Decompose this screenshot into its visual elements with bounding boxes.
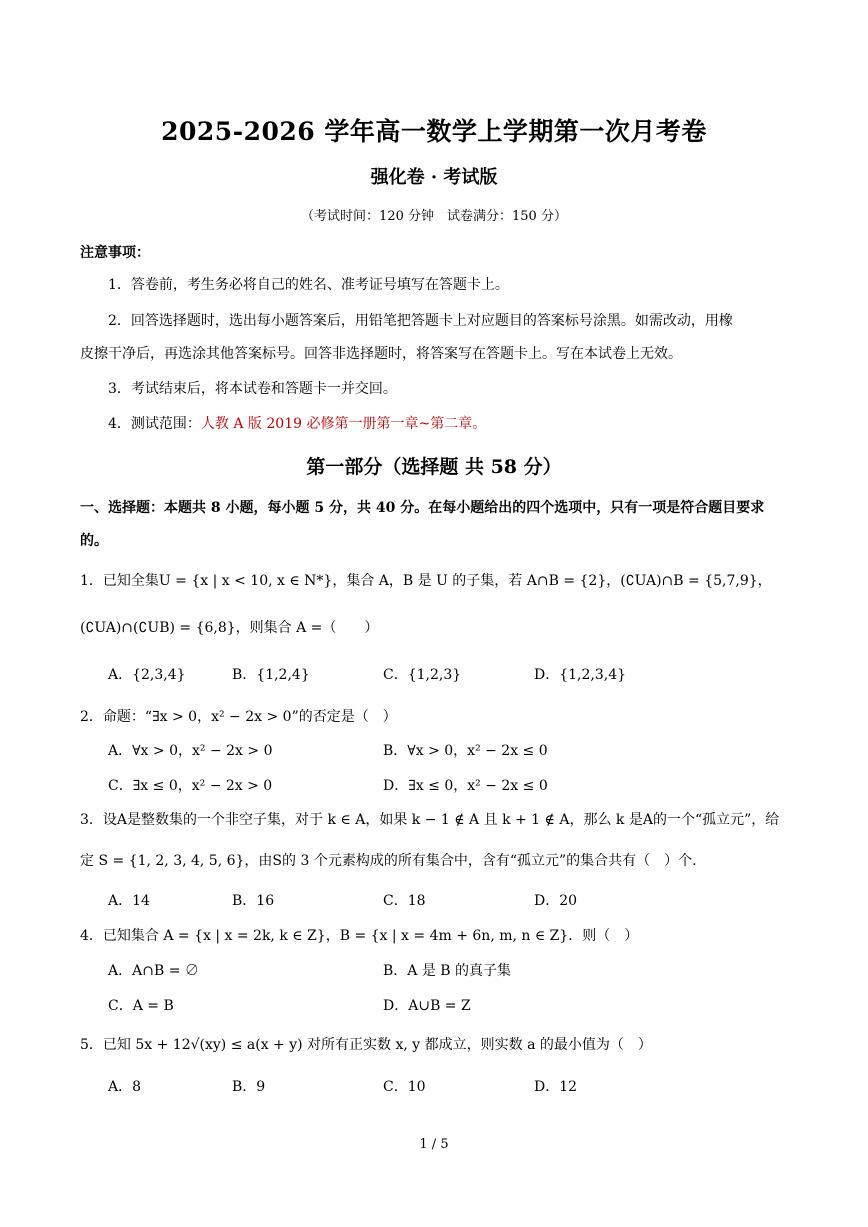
question-4-stem: 4．已知集合 A = {x | x = 2k, k ∈ Z}，B = {x | x = 4m + 6n, m, n ∈ Z}．则（ ） [80, 928, 639, 944]
question-4-option-d: D．A∪B = Z [383, 998, 471, 1014]
question-5-option-b: B．9 [232, 1079, 266, 1095]
notice-heading: 注意事项： [80, 245, 150, 261]
question-1-stem-line-2: (∁UA)∩(∁UB) = {6,8}，则集合 A =（ ） [80, 620, 379, 636]
question-1-option-c: C．{1,2,3} [383, 667, 462, 683]
part-one-title: 第一部分（选择题 共 58 分） [306, 456, 562, 478]
question-2-option-a: A．∀x > 0，x² − 2x > 0 [108, 743, 273, 759]
question-3-option-c: C．18 [383, 893, 426, 909]
question-4-option-a: A．A∩B = ∅ [108, 963, 199, 979]
test-range: 人教 A 版 2019 必修第一册第一章~第二章。 [200, 416, 487, 432]
question-2-option-b: B．∀x > 0，x² − 2x ≤ 0 [383, 743, 548, 759]
notice-item-4 [108, 412, 486, 436]
notice-item-2-line-2: 皮擦干净后，再选涂其他答案标号。回答非选择题时，将答案写在答题卡上。写在本试卷上无效。 [80, 346, 682, 362]
question-3-stem-line-1: 3．设A是整数集的一个非空子集，对于 k ∈ A，如果 k − 1 ∉ A 且 k + 1 ∉ A，那么 k 是A的一个“孤立元”，给 [80, 812, 780, 828]
question-2-stem: 2．命题：“∃x > 0，x² − 2x > 0”的否定是（ ） [80, 709, 397, 725]
page-number: 1 / 5 [419, 1137, 449, 1152]
notice-item-4-prefix: 4．测试范围： [108, 416, 201, 432]
question-3-option-a: A．14 [108, 893, 150, 909]
question-3-stem-line-2: 定 S = {1, 2, 3, 4, 5, 6}，由S的 3 个元素构成的所有集合中，含有“孤立元”的集合共有（ ）个. [80, 853, 697, 869]
question-4-option-c: C．A = B [108, 998, 174, 1014]
question-5-option-d: D．12 [534, 1079, 578, 1095]
question-1-option-b: B．{1,2,4} [232, 667, 310, 683]
question-2-option-c: C．∃x ≤ 0，x² − 2x > 0 [108, 778, 273, 794]
section-instruction: 一、选择题：本题共 8 小题，每小题 5 分，共 40 分。在每小题给出的四个选项中，只有一项是符合题目要求的。 [80, 500, 765, 549]
notice-item-3: 3．考试结束后，将本试卷和答题卡一并交回。 [108, 381, 397, 397]
notice-item-2-line-1: 2．回答选择题时，选出每小题答案后，用铅笔把答题卡上对应题目的答案标号涂黑。如需改动，用橡 [108, 313, 733, 329]
question-5-option-a: A．8 [108, 1079, 142, 1095]
question-1-stem-line-1: 1．已知全集U = {x | x < 10, x ∈ N*}，集合 A，B 是 U 的子集，若 A∩B = {2}，(∁UA)∩B = {5,7,9}， [80, 573, 772, 589]
question-3-option-b: B．16 [232, 893, 275, 909]
question-1-option-d: D．{1,2,3,4} [534, 667, 627, 683]
question-5-option-c: C．10 [383, 1079, 426, 1095]
notice-item-1: 1．答卷前，考生务必将自己的姓名、准考证号填写在答题卡上。 [108, 277, 509, 293]
page-subtitle: 强化卷 · 考试版 [370, 167, 498, 188]
question-1-option-a: A．{2,3,4} [108, 667, 186, 683]
question-2-option-d: D．∃x ≤ 0，x² − 2x ≤ 0 [383, 778, 548, 794]
question-3-option-d: D．20 [534, 893, 578, 909]
question-5-stem: 5．已知 5x + 12√(xy) ≤ a(x + y) 对所有正实数 x, y 都成立，则实数 a 的最小值为（ ） [80, 1037, 652, 1053]
question-4-option-b: B．A 是 B 的真子集 [383, 963, 512, 979]
exam-time-info: （考试时间：120 分钟 试卷满分：150 分） [301, 209, 567, 224]
page-title: 2025-2026 学年高一数学上学期第一次月考卷 [161, 117, 707, 146]
